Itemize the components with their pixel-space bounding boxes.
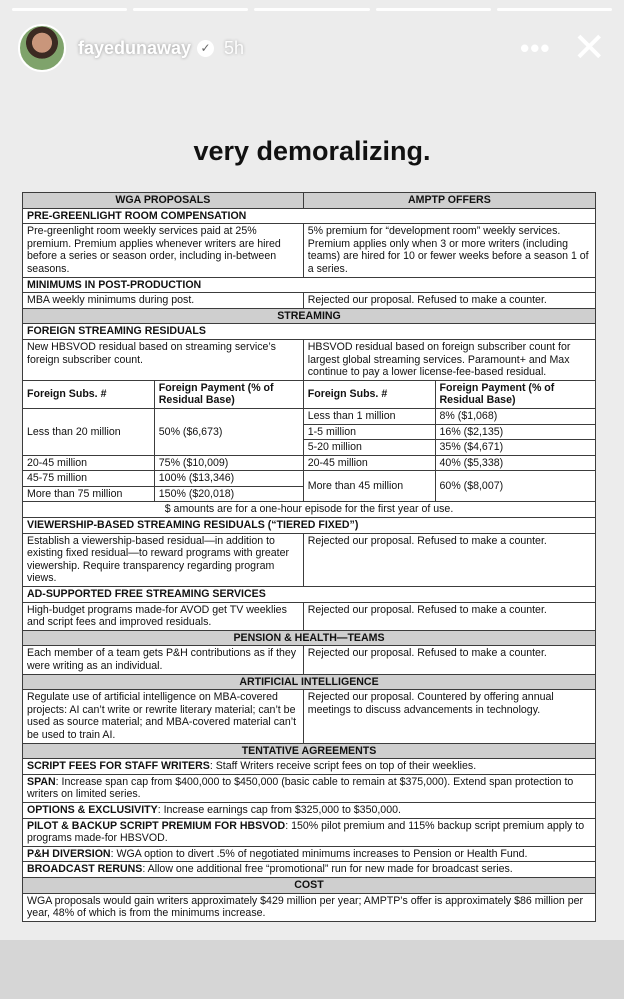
proposals-table	[22, 192, 596, 922]
tentative-text: : Staff Writers receive script fees on top of their weeklies.	[209, 760, 477, 773]
col-header-amptp: AMPTP OFFERS	[303, 193, 595, 209]
tentative-label: P&H DIVERSION	[27, 847, 111, 860]
story-caption: very demoralizing.	[193, 136, 431, 166]
ai-wga: Regulate use of artificial intelligence on MBA-covered projects: AI can’t write or rewrite literary material; can’t be used as source material; and MBA-covered material can’t be used to train AI.	[23, 690, 304, 743]
dollar-note: $ amounts are for a one-hour episode for the first year of use.	[23, 502, 596, 518]
foreign-wga: New HBSVOD residual based on streaming service’s foreign subscriber count.	[23, 339, 304, 380]
progress-segment	[497, 8, 612, 11]
wga-pay-cell: 150% ($20,018)	[154, 486, 303, 502]
tentative-label: OPTIONS & EXCLUSIVITY	[27, 803, 158, 816]
progress-segment	[133, 8, 248, 11]
tentative-label: BROADCAST RERUNS	[27, 863, 143, 876]
foreign-amptp: HBSVOD residual based on foreign subscriber count for largest global streaming services. Paramount+ and Max continue to pay a lower license-fee-based residual.	[303, 339, 595, 380]
wga-pay-cell: 75% ($10,009)	[154, 455, 303, 471]
story-header	[18, 22, 606, 74]
tentative-text: : Increase earnings cap from $325,000 to $350,000.	[157, 803, 401, 816]
amptp-subs-cell: More than 45 million	[303, 471, 435, 502]
tentative-text: : WGA option to divert .5% of negotiated minimums increases to Pension or Health Fund.	[110, 847, 528, 860]
tentative-text: : Increase span cap from $400,000 to $450,000 (basic cable to remain at $375,000). Extend span protection to writers on limited series.	[27, 775, 574, 801]
amptp-pay-cell: 35% ($4,671)	[435, 440, 595, 456]
amptp-pay-cell: 60% ($8,007)	[435, 471, 595, 502]
verified-badge-icon: ✓	[197, 40, 214, 57]
tentative-item	[23, 802, 596, 818]
amptp-subs-cell: 1-5 million	[303, 424, 435, 440]
tentative-text: : Allow one additional free “promotional” run for new made for broadcast series.	[142, 863, 513, 876]
tentative-item	[23, 818, 596, 846]
story-footer	[0, 940, 624, 999]
minimums-post-wga: MBA weekly minimums during post.	[23, 293, 304, 309]
more-options-icon[interactable]: •••	[520, 33, 551, 63]
wga-pay-cell: 100% ($13,346)	[154, 471, 303, 487]
ph-amptp: Rejected our proposal. Refused to make a counter.	[303, 646, 595, 674]
close-icon[interactable]: ✕	[572, 26, 606, 70]
tentative-label: SPAN	[27, 775, 56, 788]
pregreenlight-wga: Pre-greenlight room weekly services paid at 25% premium. Premium applies whenever writers are hired before a series or season order, including in-between seasons.	[23, 224, 304, 277]
section-minimums-post: MINIMUMS IN POST-PRODUCTION	[23, 277, 596, 293]
progress-segment	[376, 8, 491, 11]
amptp-subs-cell: Less than 1 million	[303, 408, 435, 424]
progress-segment	[254, 8, 369, 11]
section-avod: AD-SUPPORTED FREE STREAMING SERVICES	[23, 587, 596, 603]
avatar[interactable]	[18, 24, 66, 72]
section-cost: COST	[23, 877, 596, 893]
tentative-item	[23, 862, 596, 878]
tentative-item	[23, 774, 596, 802]
post-time: 5h	[224, 37, 245, 58]
amptp-pay-cell: 40% ($5,338)	[435, 455, 595, 471]
amptp-pay-header: Foreign Payment (% of Residual Base)	[435, 380, 595, 408]
col-header-wga: WGA PROPOSALS	[23, 193, 304, 209]
section-pregreenlight: PRE-GREENLIGHT ROOM COMPENSATION	[23, 208, 596, 224]
section-streaming: STREAMING	[23, 308, 596, 324]
wga-subs-cell: 20-45 million	[23, 455, 155, 471]
section-tentative: TENTATIVE AGREEMENTS	[23, 743, 596, 759]
tentative-label: SCRIPT FEES FOR STAFF WRITERS	[27, 760, 210, 773]
minimums-post-amptp: Rejected our proposal. Refused to make a counter.	[303, 293, 595, 309]
section-foreign-residuals: FOREIGN STREAMING RESIDUALS	[23, 324, 596, 340]
tentative-text: : 150% pilot premium and 115% backup script premium apply to programs made-for HBSVOD.	[27, 819, 585, 845]
tentative-item	[23, 846, 596, 862]
amptp-subs-cell: 20-45 million	[303, 455, 435, 471]
amptp-pay-cell: 8% ($1,068)	[435, 408, 595, 424]
wga-pay-header: Foreign Payment (% of Residual Base)	[154, 380, 303, 408]
wga-subs-cell: Less than 20 million	[23, 408, 155, 455]
pregreenlight-amptp: 5% premium for “development room” weekly services. Premium applies only when 3 or more writers (including teams) are hired for 10 or fewer weeks before a season 1 of a series.	[303, 224, 595, 277]
wga-subs-cell: More than 75 million	[23, 486, 155, 502]
ai-amptp: Rejected our proposal. Countered by offering annual meetings to discuss advancements in technology.	[303, 690, 595, 743]
avod-amptp: Rejected our proposal. Refused to make a counter.	[303, 602, 595, 630]
section-ai: ARTIFICIAL INTELLIGENCE	[23, 674, 596, 690]
section-viewership: VIEWERSHIP-BASED STREAMING RESIDUALS (“TIERED FIXED”)	[23, 518, 596, 534]
avod-wga: High-budget programs made-for AVOD get TV weeklies and script fees and improved residuals.	[23, 602, 304, 630]
wga-subs-cell: 45-75 million	[23, 471, 155, 487]
section-pension-health: PENSION & HEALTH—TEAMS	[23, 630, 596, 646]
wga-subs-header: Foreign Subs. #	[23, 380, 155, 408]
viewership-amptp: Rejected our proposal. Refused to make a counter.	[303, 533, 595, 586]
username[interactable]: fayedunaway	[78, 37, 192, 58]
document-image	[22, 192, 596, 922]
tentative-item	[23, 759, 596, 775]
amptp-subs-cell: 5-20 million	[303, 440, 435, 456]
cost-text: WGA proposals would gain writers approximately $429 million per year; AMPTP’s offer is approximately $86 million per year, 48% of which is from the minimums increase.	[23, 893, 596, 921]
amptp-subs-header: Foreign Subs. #	[303, 380, 435, 408]
ph-wga: Each member of a team gets P&H contributions as if they were writing as an individual.	[23, 646, 304, 674]
progress-segment	[12, 8, 127, 11]
wga-pay-cell: 50% ($6,673)	[154, 408, 303, 455]
story-progress-bar	[12, 8, 612, 11]
tentative-label: PILOT & BACKUP SCRIPT PREMIUM FOR HBSVOD	[27, 819, 286, 832]
amptp-pay-cell: 16% ($2,135)	[435, 424, 595, 440]
viewership-wga: Establish a viewership-based residual—in addition to existing fixed residual—to reward programs with greater viewership. Require transparency regarding program views.	[23, 533, 304, 586]
